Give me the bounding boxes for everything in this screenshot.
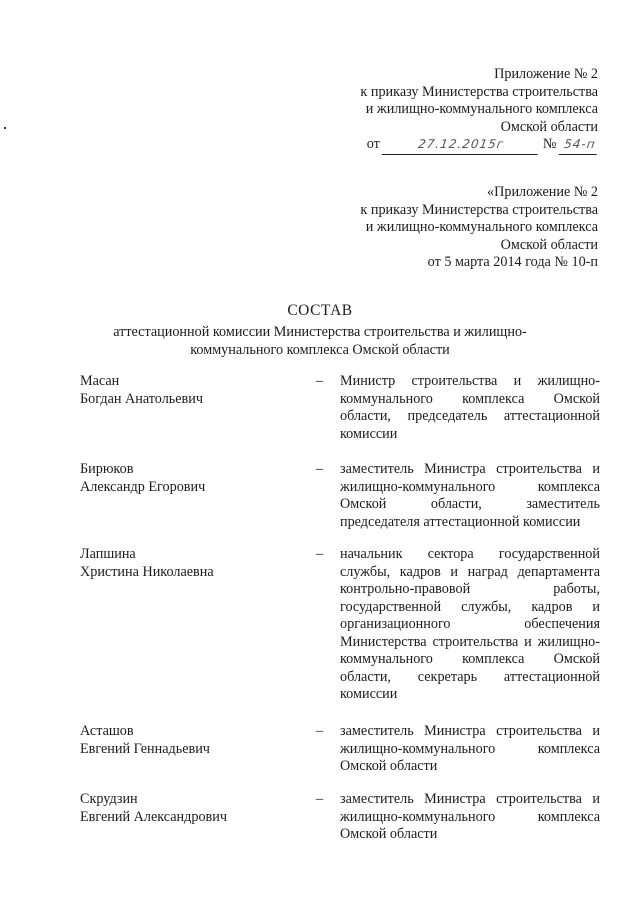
document-subtitle xyxy=(0,324,640,359)
annex-line: Омской области xyxy=(500,236,598,253)
annex-line: к приказу Министерства строительства xyxy=(360,201,598,218)
member-role: Министр строительства и жилищно-коммунального комплекса Омской области, председатель аттестационной комиссии xyxy=(340,373,600,442)
document-heading xyxy=(0,302,640,359)
member-role: заместитель Министра строительства и жилищно-коммунального комплекса Омской области xyxy=(340,723,600,774)
member-given-names: Богдан Анатольевич xyxy=(80,390,203,407)
member-given-names: Христина Николаевна xyxy=(80,563,214,580)
member-role: заместитель Министра строительства и жилищно-коммунального комплекса Омской области, заместитель председателя аттестационной комиссии xyxy=(340,461,600,530)
scan-speck xyxy=(4,127,6,129)
member-name xyxy=(80,461,290,496)
member-surname: Лапшина xyxy=(80,546,136,562)
annex-line: и жилищно-коммунального комплекса xyxy=(365,219,598,235)
document-title: СОСТАВ xyxy=(287,302,353,319)
member-given-names: Евгений Александрович xyxy=(80,808,227,825)
annex-line: от 5 марта 2014 года № 10-п xyxy=(427,254,598,270)
handwritten-date: 27.12.2015г xyxy=(382,136,541,155)
annex-header-current xyxy=(360,66,598,155)
annex-title: «Приложение № 2 xyxy=(487,184,598,200)
member-dash: – xyxy=(316,373,324,389)
member-given-names: Александр Егорович xyxy=(80,478,206,495)
annex-line: и жилищно-коммунального комплекса xyxy=(365,101,598,117)
annex-title: Приложение № 2 xyxy=(494,66,598,82)
annex-date-line xyxy=(360,136,598,155)
member-name xyxy=(80,546,290,581)
member-role: заместитель Министра строительства и жилищно-коммунального комплекса Омской области xyxy=(340,791,600,842)
date-prefix: от xyxy=(366,136,380,152)
member-surname: Бирюков xyxy=(80,461,134,477)
member-surname: Асташов xyxy=(80,723,134,739)
member-role: начальник сектора государственной службы, кадров и наград департамента контрольно-правовой работы, государственной службы, кадров и организационного обеспечения Министерства строительства и жилищно-коммунального комплекса Омской области, секретарь аттестационной комиссии xyxy=(340,546,600,702)
subtitle-line: аттестационной комиссии Министерства строительства и жилищно- xyxy=(113,324,527,340)
member-given-names: Евгений Геннадьевич xyxy=(80,740,210,757)
member-surname: Скрудзин xyxy=(80,791,138,807)
subtitle-line: коммунального комплекса Омской области xyxy=(190,341,450,358)
handwritten-number: 54-п xyxy=(559,136,600,155)
member-dash: – xyxy=(316,791,324,807)
annex-line: Омской области xyxy=(500,118,598,135)
member-dash: – xyxy=(316,546,324,562)
member-name xyxy=(80,723,290,758)
member-name xyxy=(80,791,290,826)
member-dash: – xyxy=(316,461,324,477)
member-surname: Масан xyxy=(80,373,120,389)
member-name xyxy=(80,373,290,408)
annex-line: к приказу Министерства строительства xyxy=(360,83,598,100)
annex-header-original xyxy=(360,184,598,272)
member-dash: – xyxy=(316,723,324,739)
number-prefix: № xyxy=(542,136,557,152)
